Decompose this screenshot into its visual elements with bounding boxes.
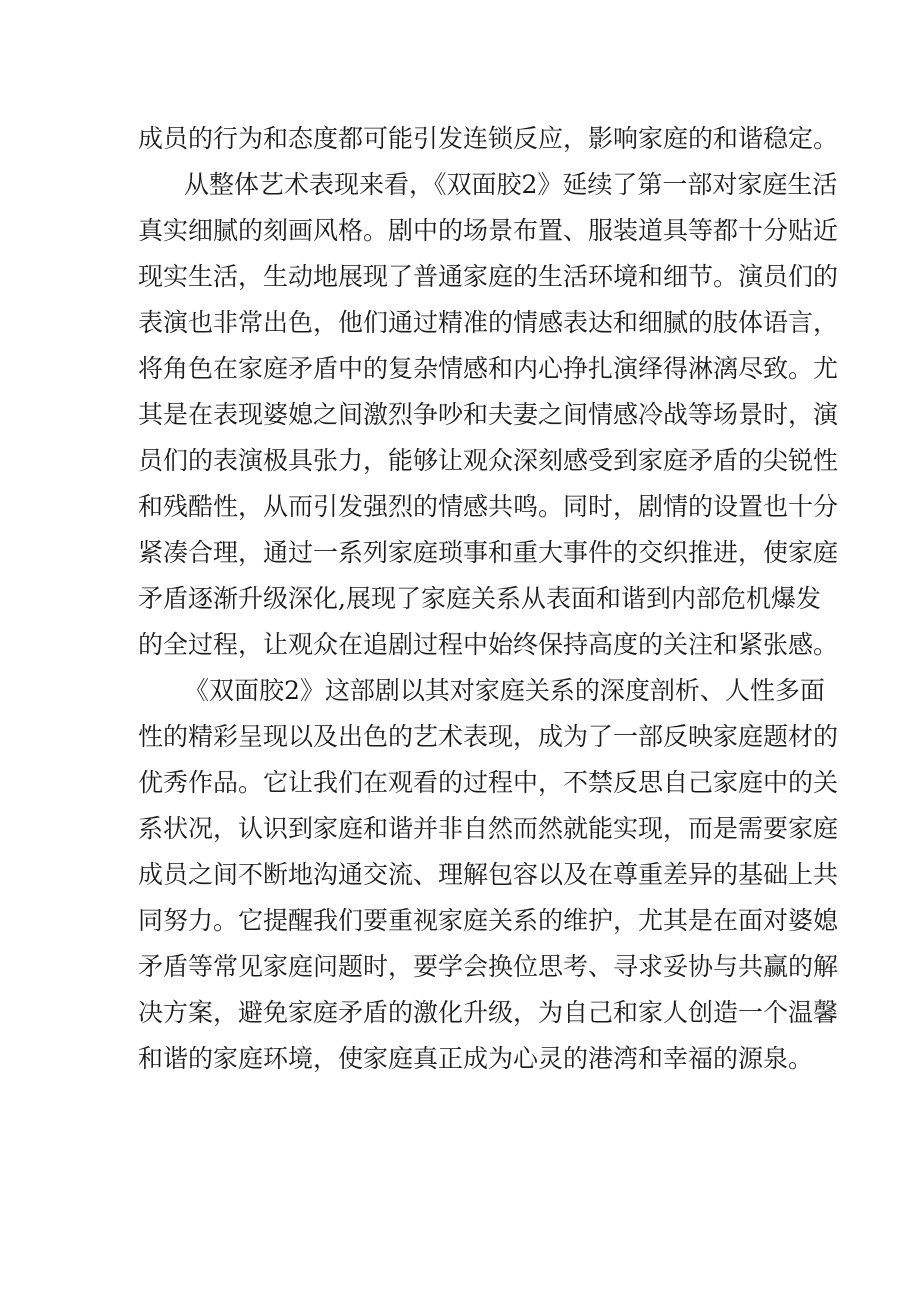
paragraph-3-line-9: 和谐的家庭环境，使家庭真正成为心灵的港湾和幸福的源泉。 <box>138 1044 814 1073</box>
paragraph-2-line-8: 和残酷性，从而引发强烈的情感共鸣。同时，剧情的设置也十分 <box>138 492 839 521</box>
paragraph-2-line-6: 其是在表现婆媳之间激烈争吵和夫妻之间情感冷战等场景时，演 <box>138 400 839 429</box>
article-body <box>138 116 839 1082</box>
paragraph-3-line-4: 系状况，认识到家庭和谐并非自然而然就能实现，而是需要家庭 <box>138 814 839 843</box>
paragraph-2-line-5: 将角色在家庭矛盾中的复杂情感和内心挣扎演绎得淋漓尽致。尤 <box>138 354 839 383</box>
paragraph-3-line-7: 矛盾等常见家庭问题时，要学会换位思考、寻求妥协与共赢的解 <box>138 952 839 981</box>
paragraph-3-line-1: 《双面胶2》这部剧以其对家庭关系的深度剖析、人性多面 <box>184 676 825 705</box>
paragraph-3-line-5: 成员之间不断地沟通交流、理解包容以及在尊重差异的基础上共 <box>138 860 839 889</box>
paragraph-2-line-9: 紧凑合理，通过一系列家庭琐事和重大事件的交织推进，使家庭 <box>138 538 839 567</box>
paragraph-2-line-1: 从整体艺术表现来看，《双面胶2》延续了第一部对家庭生活 <box>184 170 838 199</box>
paragraph-3-line-8: 决方案，避免家庭矛盾的激化升级，为自己和家人创造一个温馨 <box>138 998 839 1027</box>
paragraph-3-line-2: 性的精彩呈现以及出色的艺术表现，成为了一部反映家庭题材的 <box>138 722 839 751</box>
paragraph-2-line-10: 矛盾逐渐升级深化,展现了家庭关系从表面和谐到内部危机爆发 <box>138 584 821 613</box>
paragraph-2-line-7: 员们的表演极具张力，能够让观众深刻感受到家庭矛盾的尖锐性 <box>138 446 839 475</box>
paragraph-2-line-4: 表演也非常出色，他们通过精准的情感表达和细腻的肢体语言， <box>138 308 839 337</box>
paragraph-2-line-3: 现实生活，生动地展现了普通家庭的生活环境和细节。演员们的 <box>138 262 839 291</box>
paragraph-2-line-2: 真实细腻的刻画风格。剧中的场景布置、服装道具等都十分贴近 <box>138 216 839 245</box>
paragraph-3-line-6: 同努力。它提醒我们要重视家庭关系的维护，尤其是在面对婆媳 <box>138 906 839 935</box>
paragraph-3-line-3: 优秀作品。它让我们在观看的过程中，不禁反思自己家庭中的关 <box>138 768 839 797</box>
paragraph-2-line-11: 的全过程，让观众在追剧过程中始终保持高度的关注和紧张感。 <box>138 630 839 659</box>
paragraph-1-line-1: 成员的行为和态度都可能引发连锁反应，影响家庭的和谐稳定。 <box>138 124 839 153</box>
